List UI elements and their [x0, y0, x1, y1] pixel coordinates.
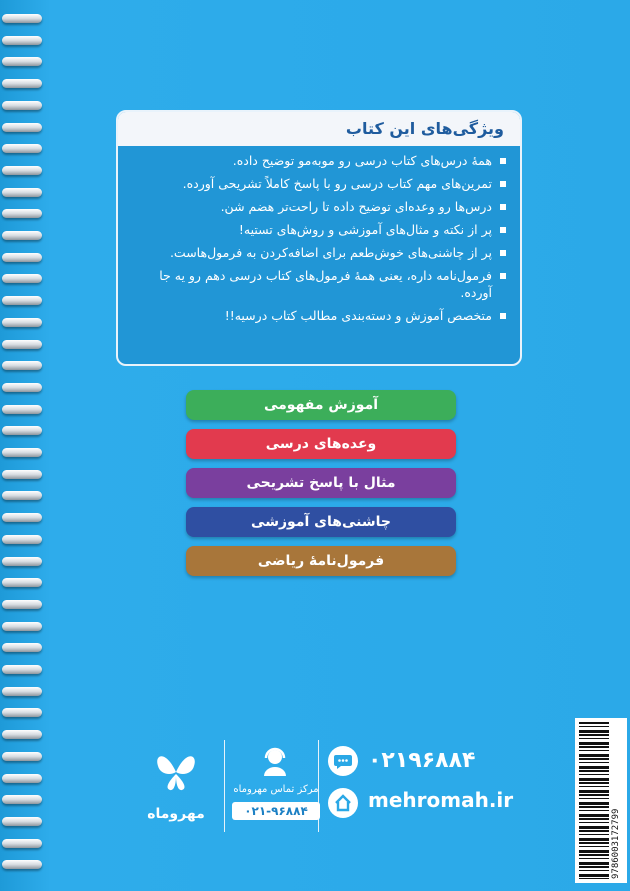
- features-list: [118, 146, 520, 324]
- spiral-ring: [2, 839, 42, 848]
- spiral-ring: [2, 383, 42, 392]
- spiral-ring: [2, 557, 42, 566]
- pill-learning-spices: چاشنی‌های آموزشی: [186, 507, 456, 537]
- spiral-ring: [2, 274, 42, 283]
- bullet-icon: [500, 204, 506, 210]
- spiral-ring: [2, 318, 42, 327]
- pill-concept-learning: آموزش مفهومی: [186, 390, 456, 420]
- spiral-ring: [2, 708, 42, 717]
- spiral-ring: [2, 600, 42, 609]
- website-link[interactable]: mehromah.ir: [368, 788, 514, 812]
- spiral-ring: [2, 513, 42, 522]
- pill-math-formulas: فرمول‌نامهٔ ریاضی: [186, 546, 456, 576]
- sms-number: ۰۲۱۹۶۸۸۴: [368, 748, 476, 773]
- spiral-ring: [2, 752, 42, 761]
- spiral-ring: [2, 253, 42, 262]
- spiral-ring: [2, 665, 42, 674]
- barcode-number: 9786003172799: [611, 808, 621, 879]
- bullet-icon: [500, 273, 506, 279]
- butterfly-logo-icon: [152, 746, 200, 794]
- call-center-phone: ۰۲۱-۹۶۸۸۴: [232, 802, 320, 820]
- sms-icon: [328, 746, 358, 776]
- home-icon: [328, 788, 358, 818]
- pill-lesson-meals: وعده‌های درسی: [186, 429, 456, 459]
- spiral-ring: [2, 860, 42, 869]
- spiral-ring: [2, 774, 42, 783]
- spiral-ring: [2, 622, 42, 631]
- spiral-binding: [0, 0, 48, 891]
- brand-logo-text: مهروماه: [147, 806, 205, 822]
- feature-item: پر از چاشنی‌های خوش‌طعم برای اضافه‌کردن به فرمول‌هاست.: [128, 244, 506, 261]
- features-box: [116, 110, 522, 366]
- divider: [224, 740, 225, 832]
- bullet-icon: [500, 313, 506, 319]
- spiral-ring: [2, 209, 42, 218]
- feature-item: همهٔ درس‌های کتاب درسی رو مو‌به‌مو توضیح داده.: [128, 152, 506, 169]
- spiral-ring: [2, 817, 42, 826]
- barcode-bars: [579, 722, 609, 879]
- spiral-ring: [2, 643, 42, 652]
- spiral-ring: [2, 730, 42, 739]
- spiral-ring: [2, 405, 42, 414]
- bullet-icon: [500, 227, 506, 233]
- call-center-label: مرکز تماس مهروماه: [233, 784, 319, 795]
- spiral-ring: [2, 123, 42, 132]
- spiral-ring: [2, 340, 42, 349]
- feature-item: پر از نکته و مثال‌های آموزشی و روش‌های تستیه!: [128, 221, 506, 238]
- spiral-ring: [2, 578, 42, 587]
- spiral-ring: [2, 491, 42, 500]
- spiral-ring: [2, 535, 42, 544]
- barcode: [575, 718, 627, 883]
- spiral-ring: [2, 426, 42, 435]
- features-title: ویژگی‌های این کتاب: [118, 112, 520, 146]
- bullet-icon: [500, 158, 506, 164]
- spiral-ring: [2, 101, 42, 110]
- headset-icon: [258, 744, 292, 778]
- feature-item: متخصص آموزش و دسته‌بندی مطالب کتاب درسیه!!: [128, 307, 506, 324]
- spiral-ring: [2, 296, 42, 305]
- spiral-ring: [2, 361, 42, 370]
- spiral-ring: [2, 57, 42, 66]
- pill-worked-examples: مثال با پاسخ تشریحی: [186, 468, 456, 498]
- spiral-ring: [2, 188, 42, 197]
- spiral-ring: [2, 79, 42, 88]
- spiral-ring: [2, 14, 42, 23]
- spiral-ring: [2, 470, 42, 479]
- spiral-ring: [2, 448, 42, 457]
- feature-item: فرمول‌نامه داره، یعنی همهٔ فرمول‌های کتاب درسی دهم رو یه جا آورده.: [128, 267, 506, 301]
- spiral-ring: [2, 231, 42, 240]
- bullet-icon: [500, 250, 506, 256]
- contact-area: [128, 740, 558, 832]
- feature-item: درس‌ها رو وعده‌ای توضیح داده تا راحت‌تر هضم شن.: [128, 198, 506, 215]
- spiral-ring: [2, 166, 42, 175]
- bullet-icon: [500, 181, 506, 187]
- spiral-ring: [2, 795, 42, 804]
- spiral-ring: [2, 36, 42, 45]
- spiral-ring: [2, 687, 42, 696]
- feature-item: تمرین‌های مهم کتاب درسی رو با پاسخ کاملاً تشریحی آورده.: [128, 175, 506, 192]
- spiral-ring: [2, 144, 42, 153]
